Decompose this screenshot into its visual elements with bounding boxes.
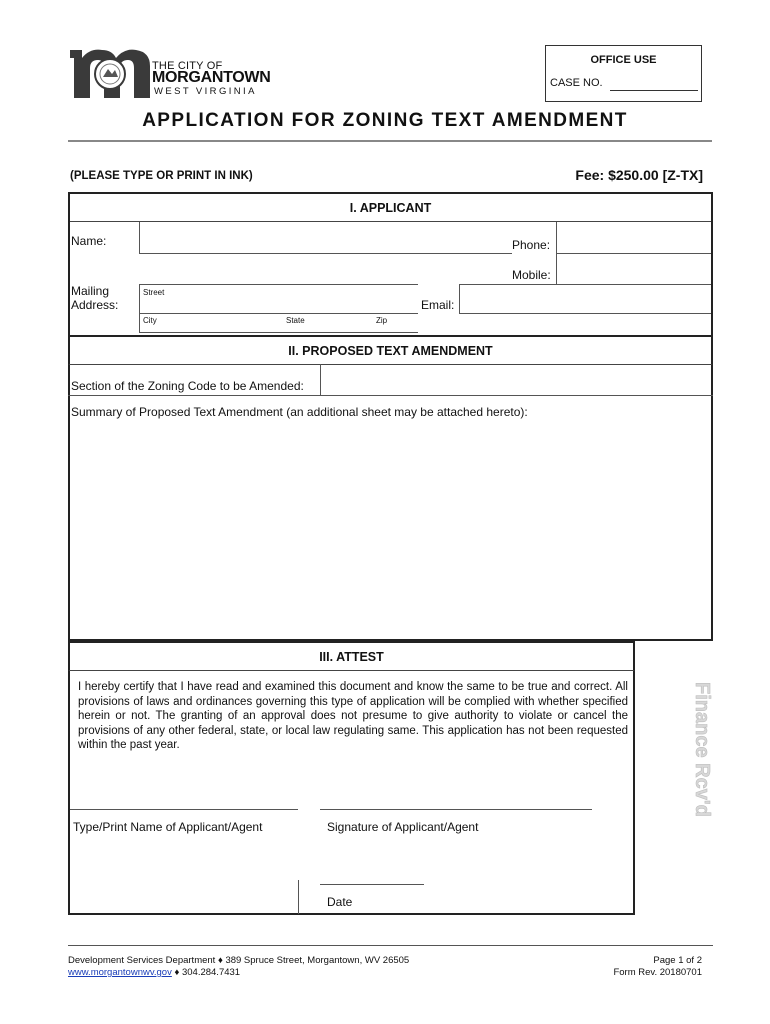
code-section-label: Section of the Zoning Code to be Amended: — [71, 379, 304, 393]
address-label: Address: — [71, 298, 119, 312]
instructions-text: (PLEASE TYPE OR PRINT IN INK) — [70, 170, 253, 182]
section-applicant-heading: I. APPLICANT — [68, 192, 713, 222]
footer-phone: ♦ 304.284.7431 — [171, 967, 241, 978]
phone-field[interactable] — [556, 222, 711, 254]
state-label: State — [286, 316, 305, 325]
mailing-label: Mailing — [71, 284, 110, 298]
page-number: Page 1 of 2 — [653, 955, 702, 966]
signature-field[interactable] — [320, 809, 592, 810]
page-title: APPLICATION FOR ZONING TEXT AMENDMENT — [142, 110, 628, 131]
website-link[interactable]: www.morgantownwv.gov — [68, 967, 172, 978]
title-divider — [68, 140, 712, 142]
date-field[interactable] — [320, 884, 424, 885]
mobile-label: Mobile: — [512, 268, 551, 282]
city-name: MORGANTOWN — [152, 69, 271, 86]
summary-field[interactable] — [72, 424, 708, 636]
mobile-field[interactable] — [556, 253, 711, 285]
street-field[interactable] — [139, 284, 418, 314]
summary-divider — [68, 395, 713, 396]
phone-label: Phone: — [512, 238, 551, 252]
attest-statement: I hereby certify that I have read and examined this document and know the same to be true and correct. All provisions of laws and ordinances governing this type of application will be complied with whether specified herein or not. The granting of an approval does not presume to give authority to violate or cancel the provisions of any other federal, state, or local law regulating same. This application has not been requested within the past year. — [78, 681, 628, 752]
stamp-text: Finance Rcv'd — [691, 682, 713, 817]
date-divider — [298, 880, 299, 914]
name-field[interactable] — [139, 222, 512, 254]
email-field[interactable] — [459, 284, 711, 314]
office-use-title: OFFICE USE — [590, 54, 657, 66]
finance-received-stamp — [678, 682, 713, 832]
email-label: Email: — [421, 298, 455, 312]
print-name-label: Type/Print Name of Applicant/Agent — [73, 820, 263, 834]
name-label: Name: — [71, 234, 107, 248]
section-proposed-heading: II. PROPOSED TEXT AMENDMENT — [68, 335, 713, 365]
street-label: Street — [143, 288, 165, 297]
city-label: City — [143, 316, 157, 325]
footer-contact — [68, 967, 240, 979]
zip-label: Zip — [376, 316, 388, 325]
signature-label: Signature of Applicant/Agent — [327, 820, 479, 834]
section-attest-heading: III. ATTEST — [68, 641, 635, 671]
case-no-field[interactable] — [610, 90, 698, 91]
city-logo-icon — [68, 44, 152, 100]
office-use-box — [545, 45, 702, 102]
code-section-field[interactable] — [320, 364, 713, 396]
form-revision: Form Rev. 20180701 — [613, 967, 702, 978]
footer-department: Development Services Department ♦ 389 Spruce Street, Morgantown, WV 26505 — [68, 955, 410, 966]
summary-label: Summary of Proposed Text Amendment (an additional sheet may be attached hereto): — [71, 405, 528, 419]
footer-rule — [68, 945, 713, 946]
state-name: WEST VIRGINIA — [154, 86, 257, 97]
fee-text: Fee: $250.00 [Z-TX] — [575, 167, 703, 183]
case-no-label: CASE NO. — [550, 77, 603, 89]
city-of-text: THE CITY OF — [152, 60, 223, 72]
print-name-field[interactable] — [70, 809, 298, 810]
date-label: Date — [327, 895, 353, 909]
